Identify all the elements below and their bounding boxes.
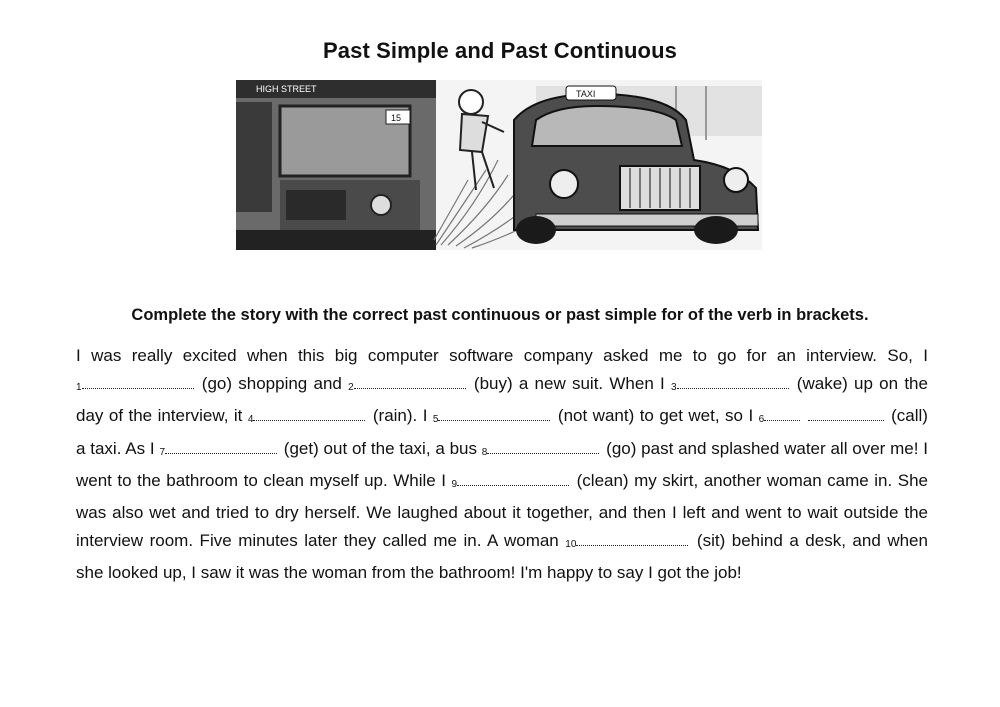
street-sign-text: HIGH STREET bbox=[256, 84, 317, 94]
story-text: (sit) behind a desk, and when she looked up, I saw it was the woman from the bathroom! I'm happy to say I got the job! bbox=[76, 531, 928, 583]
blank-number: 2 bbox=[348, 382, 354, 394]
story-text: (wake) up on the day of the interview, it bbox=[76, 374, 928, 426]
blank-number: 8 bbox=[481, 446, 488, 458]
taxi-sign-text: TAXI bbox=[576, 89, 596, 99]
answer-blank-10[interactable] bbox=[565, 531, 690, 550]
answer-blank-3[interactable] bbox=[671, 374, 791, 393]
blank-number: 9 bbox=[451, 478, 458, 490]
blank-number: 5 bbox=[432, 414, 439, 426]
story-text: (get) out of the taxi, a bus bbox=[283, 438, 477, 458]
answer-blank-1[interactable] bbox=[76, 374, 196, 393]
answer-blank-6[interactable] bbox=[759, 406, 803, 425]
blank-number: 4 bbox=[247, 414, 254, 426]
blank-number: 6 bbox=[758, 414, 765, 426]
instruction-text: Complete the story with the correct past continuous or past simple for of the verb in brackets. bbox=[131, 306, 869, 324]
blank-number: 3 bbox=[671, 382, 677, 394]
answer-blank-6-continued[interactable] bbox=[808, 416, 884, 421]
blank-number: 7 bbox=[159, 446, 165, 458]
blank-number: 1 bbox=[76, 382, 82, 394]
answer-blank-9[interactable] bbox=[452, 471, 572, 490]
story-text: (go) past and splashed water all over me! I went to the bathroom to clean myself up. While I bbox=[76, 438, 928, 490]
story-text: I was really excited when this big computer software company asked me to go for an interview. So, I bbox=[76, 346, 928, 365]
street-scene-illustration bbox=[236, 80, 762, 250]
bus-icon bbox=[236, 80, 436, 250]
bus-number-text: 15 bbox=[391, 113, 402, 123]
story-text: (call) a taxi. As I bbox=[76, 406, 928, 458]
story-text: (rain). I bbox=[372, 406, 428, 426]
story-text: (buy) a new suit. When I bbox=[473, 374, 665, 394]
answer-blank-2[interactable] bbox=[348, 374, 468, 393]
answer-blank-7[interactable] bbox=[159, 439, 279, 458]
answer-blank-4[interactable] bbox=[248, 406, 368, 425]
blank-number: 10 bbox=[565, 539, 577, 551]
answer-blank-8[interactable] bbox=[482, 439, 602, 458]
worksheet-title: Past Simple and Past Continuous bbox=[323, 38, 677, 63]
story-text: (not want) to get wet, so I bbox=[557, 406, 754, 426]
story-paragraph bbox=[76, 342, 928, 588]
story-text: (go) shopping and bbox=[201, 374, 342, 394]
answer-blank-5[interactable] bbox=[433, 406, 553, 425]
story-text: (clean) my skirt, another woman came in. She was also wet and tried to dry herself. We laughed about it together, and then I left and went to wait outside the interview room. Five minutes later they called me in. A woman bbox=[76, 470, 928, 551]
